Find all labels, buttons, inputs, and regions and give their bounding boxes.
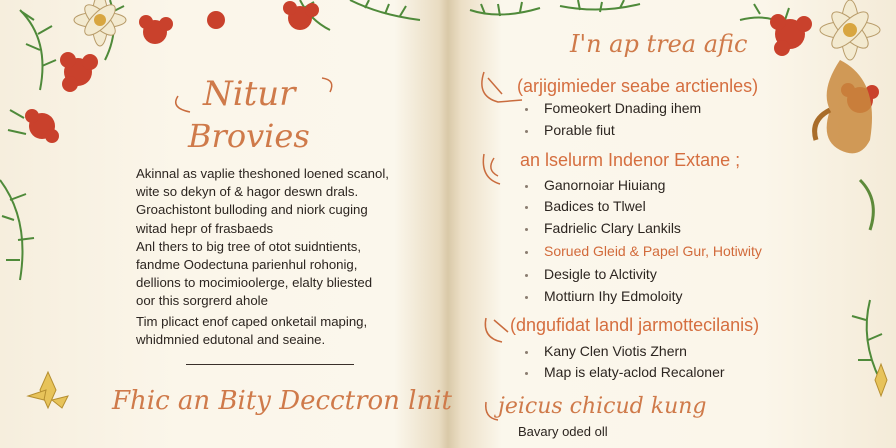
bullet-dot [525, 372, 528, 375]
left-footer-title: Fhic an Bity Decctron lnit [112, 386, 452, 416]
closing-line: whidmnied edutonal and seaine. [136, 331, 326, 347]
list-item: Porable fiut [544, 122, 615, 138]
list-item: Fadrielic Clary Lankils [544, 220, 681, 236]
intro-line: Groachistont bulloding and niork cuging [136, 202, 368, 218]
closing-line: Tim plicact enof caped onketail maping, [136, 313, 368, 329]
bullet-dot [525, 108, 528, 111]
intro-line: oor this sorgrerd ahole [136, 293, 268, 309]
left-title-line1: Nitur [203, 74, 296, 114]
divider [186, 364, 354, 365]
bullet-dot [525, 130, 528, 133]
section-heading: (arjigimieder seabe arctienles) [517, 76, 759, 96]
bullet-dot [525, 206, 528, 209]
right-footer-subtitle: Bavary oded oll [518, 424, 608, 439]
list-item: Ganornoiar Hiuiang [544, 177, 666, 193]
list-item: Map is elaty-aclod Recaloner [544, 364, 725, 380]
section-heading: an lselurm Indenor Extane ; [520, 150, 741, 170]
bullet-dot [525, 274, 528, 277]
list-item-highlight: Sorued Gleid & Papel Gur, Hotiwity [544, 243, 762, 259]
intro-line: fandme Oodectuna parienhul rohonig, [136, 257, 358, 273]
bullet-dot [525, 228, 528, 231]
left-title-line2: Brovies [188, 117, 310, 155]
right-footer-title: jeicus chicud kung [498, 394, 707, 419]
bullet-dot [525, 296, 528, 299]
section-heading: (dngufidat landl jarmottecilanis) [510, 315, 760, 335]
intro-line: Anl thers to big tree of otot suidntients, [136, 238, 362, 254]
intro-line: wite so dekyn of & hagor deswn drals. [136, 184, 359, 200]
intro-paragraph [136, 165, 396, 349]
list-item: Desigle to Alctivity [544, 266, 657, 282]
list-item: Badices to Tlwel [544, 198, 646, 214]
intro-line: witad hepr of frasbaeds [136, 220, 274, 236]
bullet-dot [525, 251, 528, 254]
intro-line: Akinnal as vaplie theshoned loened scanol, [136, 166, 389, 181]
bullet-dot [525, 351, 528, 354]
bullet-dot [525, 185, 528, 188]
list-item: Mottiurn Ihy Edmoloity [544, 288, 683, 304]
intro-line: dellions to mocimioolerge, elalty bliested [136, 275, 373, 291]
list-item: Kany Clen Viotis Zhern [544, 343, 687, 359]
right-page-title: I'n ap trea afic [570, 30, 748, 58]
list-item: Fomeokert Dnading ihem [544, 100, 702, 116]
